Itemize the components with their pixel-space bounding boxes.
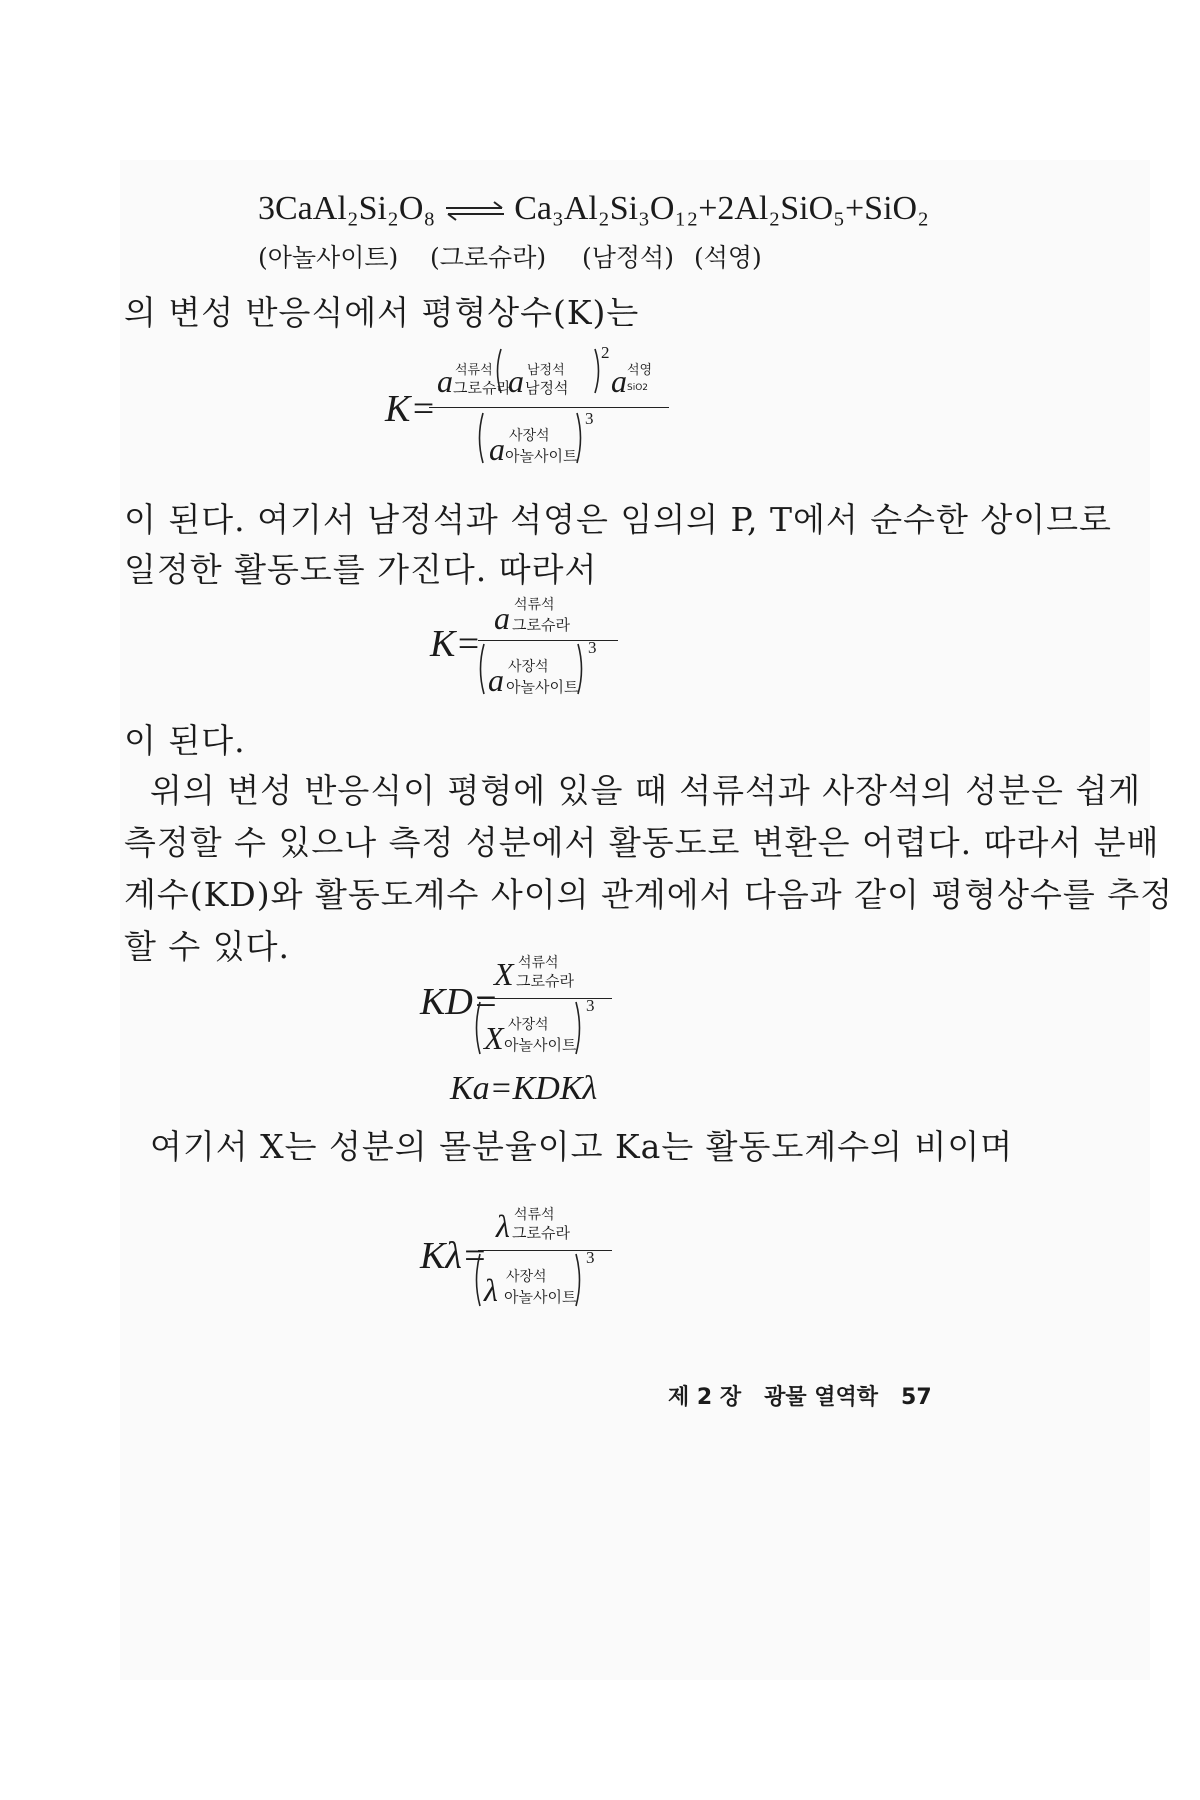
f5-den-exp: 3 [586, 1248, 595, 1267]
f1-num-a2-sup: 남정석 [527, 363, 565, 378]
running-footer [668, 1380, 932, 1411]
f5-lhs: Kλ= [420, 1235, 488, 1277]
f1-num-a1: a [437, 363, 453, 399]
text-line-2: 이 된다. 여기서 남정석과 석영은 임의의 P, T에서 순수한 상이므로 [124, 500, 1112, 539]
formula-distribution-coefficient [420, 948, 620, 1068]
page-number: 57 [901, 1385, 932, 1410]
f5-num-sup: 석류석 [514, 1207, 555, 1223]
f2-den-sup: 사장석 [508, 659, 549, 675]
f1-num-a2: a [508, 363, 524, 399]
f3-den-sup: 사장석 [508, 1017, 549, 1033]
reaction-product-2: +2Al₂SiO₅ [698, 190, 845, 227]
paragraph-line-1: 위의 변성 반응식이 평형에 있을 때 석류석과 사장석의 성분은 쉽게 [150, 771, 1142, 810]
f3-den-exp: 3 [586, 996, 595, 1015]
formula-equilibrium-constant-full [385, 343, 653, 475]
f2-num-sub: 그로슈라 [512, 616, 570, 634]
f3-den: X [484, 1020, 504, 1056]
f1-num-exp: 2 [601, 343, 610, 362]
text-line-5: 여기서 X는 성분의 몰분율이고 Ka는 활동도계수의 비이며 [150, 1127, 1014, 1166]
f3-den-sub: 아놀사이트 [504, 1036, 577, 1054]
f1-den-sub: 아놀사이트 [505, 447, 578, 465]
reaction-product-3: +SiO₂ [845, 190, 929, 227]
f2-lhs: K= [430, 623, 481, 665]
f2-num-sup: 석류석 [514, 597, 555, 613]
text-line-3: 일정한 활동도를 가진다. 따라서 [124, 550, 598, 589]
f2-fraction-bar [478, 640, 618, 641]
f5-den-sup: 사장석 [506, 1269, 547, 1285]
f2-num: a [494, 600, 510, 636]
f5-num: λ [496, 1208, 510, 1244]
f5-den-sub: 아놀사이트 [504, 1288, 577, 1306]
paragraph-line-3: 계수(KD)와 활동도계수 사이의 관계에서 다음과 같이 평형상수를 추정 [124, 875, 1173, 914]
f1-num-a3-sup: 석영 [627, 363, 653, 378]
f2-den-exp: 3 [588, 638, 597, 657]
formula-activity-coefficient-ratio [420, 1200, 620, 1320]
footer-title: 광물 열역학 [764, 1385, 879, 1410]
f1-den-a: a [489, 431, 505, 467]
formula-ka-relation: Ka=KDKλ [450, 1070, 598, 1107]
equilibrium-arrow-icon [444, 201, 506, 221]
mineral-label-quartz: (석영) [694, 243, 762, 272]
text-line-4: 이 된다. [124, 721, 246, 760]
f1-num-a1-sub: 그로슈라 [453, 379, 511, 397]
reaction-equation [258, 190, 929, 228]
formula-equilibrium-constant-reduced [430, 590, 630, 710]
f1-num-a3-sub: SiO2 [627, 383, 649, 393]
f1-num-a2-sub: 남정석 [525, 379, 569, 397]
f1-fraction-bar [429, 407, 669, 408]
text-line-1: 의 변성 반응식에서 평형상수(K)는 [124, 293, 640, 332]
f1-num-a1-sup: 석류석 [455, 363, 493, 378]
mineral-label-grossular: (그로슈라) [430, 243, 547, 272]
paragraph-line-4: 할 수 있다. [124, 927, 290, 966]
f3-num-sub: 그로슈라 [516, 972, 574, 990]
f3-num-sup: 석류석 [518, 955, 559, 971]
f3-num: X [494, 956, 514, 992]
footer-chapter: 제 2 장 [668, 1385, 742, 1410]
mineral-label-anorthite: (아놀사이트) [258, 243, 399, 272]
paragraph-line-2: 측정할 수 있으나 측정 성분에서 활동도로 변환은 어렵다. 따라서 분배 [124, 823, 1160, 862]
f1-den-exp: 3 [585, 409, 594, 428]
f2-den: a [488, 662, 504, 698]
f2-den-sub: 아놀사이트 [506, 678, 579, 696]
f1-lhs: K= [385, 388, 436, 430]
reaction-product-1: Ca₃Al₂Si₃O₁₂ [514, 190, 699, 227]
f1-den-sup: 사장석 [509, 428, 550, 444]
f3-lhs: KD= [420, 981, 499, 1023]
reaction-lhs: 3CaAl₂Si₂O₈ [258, 190, 436, 227]
f5-num-sub: 그로슈라 [512, 1224, 570, 1242]
mineral-label-kyanite: (남정석) [582, 243, 674, 272]
f5-den: λ [484, 1272, 498, 1308]
f1-num-a3: a [611, 363, 627, 399]
